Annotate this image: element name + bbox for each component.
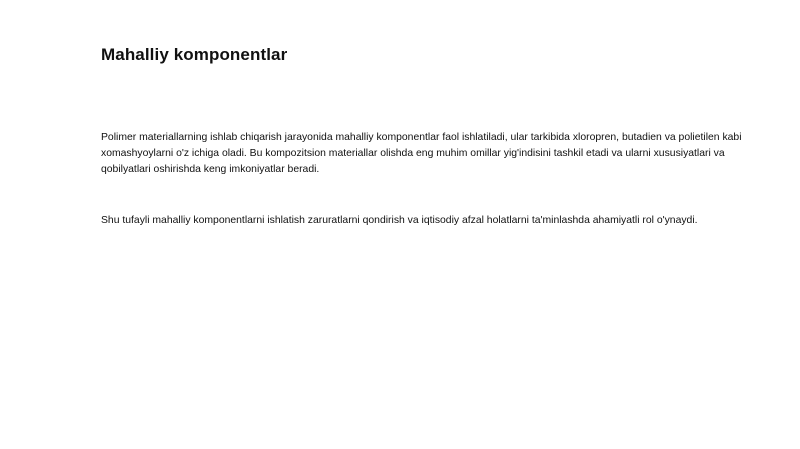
body-paragraph-2: Shu tufayli mahalliy komponentlarni ishlatish zaruratlarni qondirish va iqtisodiy afzal holatlarni ta'minlashda ahamiyatli rol o'ynaydi. xyxy=(101,215,698,226)
body-paragraph-1: Polimer materiallarning ishlab chiqarish jarayonida mahalliy komponentlar faol ishlatiladi, ular tarkibida xloropren, butadien va polietilen kabi xomashyoylarni o'z ichiga oladi. Bu kompozitsion materiallar olishda eng muhim omillar yig'indisini tashkil etadi va ularni xususiyatlari va qobilyatlari oshirishda keng imkoniyatlar beradi. xyxy=(101,132,742,175)
slide-title: Mahalliy komponentlar xyxy=(101,45,288,64)
